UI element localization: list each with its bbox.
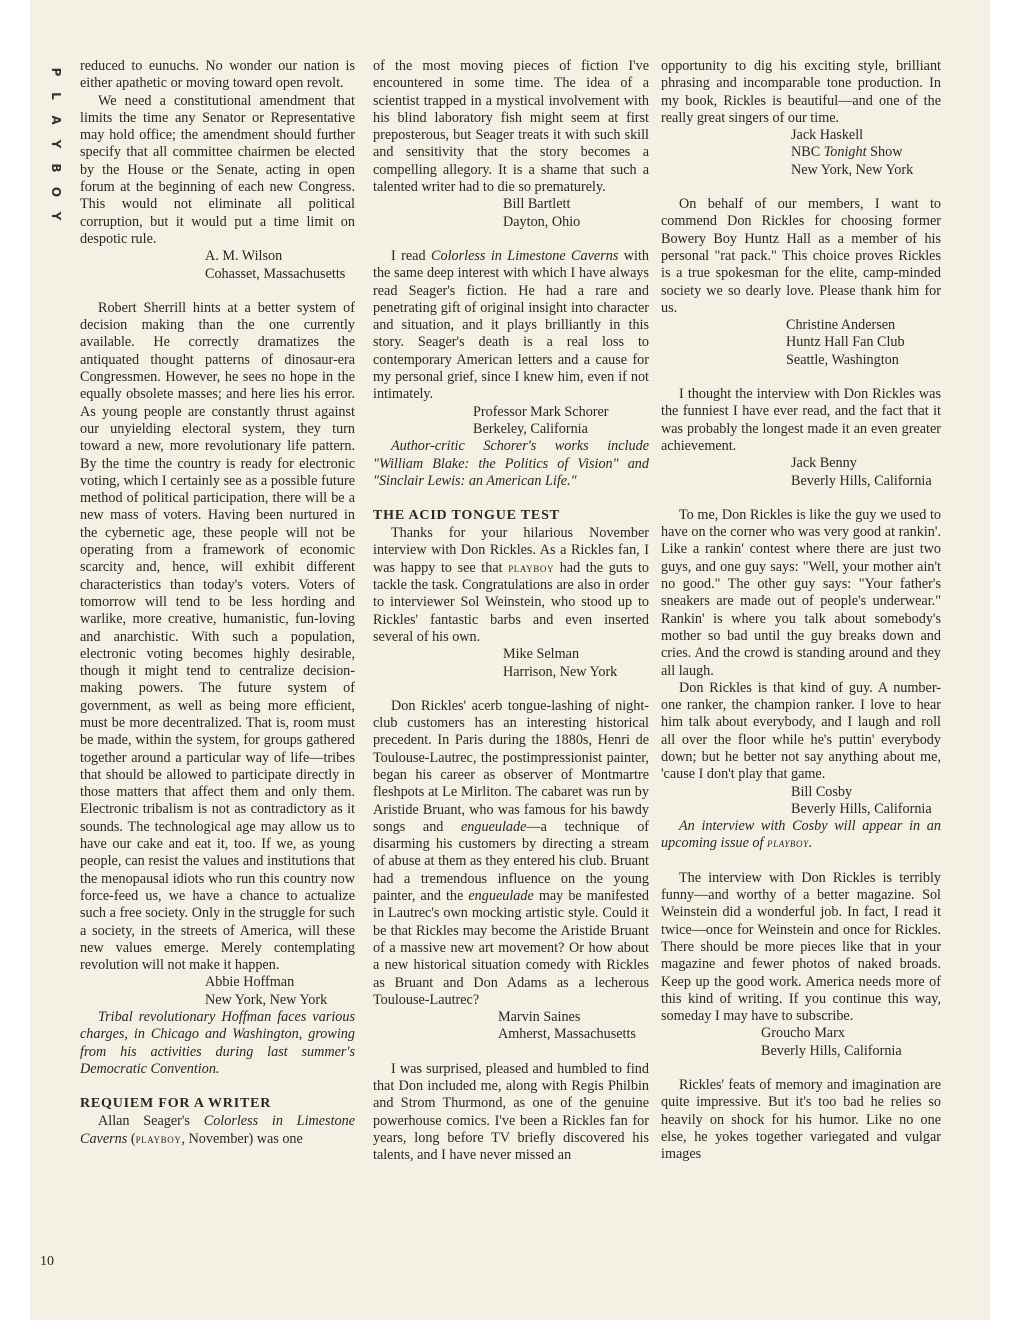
signature-name: Jack Haskell xyxy=(791,127,864,144)
magazine-name: playboy xyxy=(135,1131,182,1146)
letter-paragraph: Rickles' feats of memory and imagination are quite impressive. But it's too bad he relies so heavily on shock for his humor. Like no one else, he yokes together variegated and vulgar images xyxy=(661,1077,941,1163)
text-run: had the guts to tackle the task. Congratulations are also in order to interviewer Sol Weinstein, who stood up to Rickles' fantastic barbs and even inserted several of his own. xyxy=(373,559,649,645)
foreign-term: engueulade xyxy=(460,818,527,835)
masthead-letter: P xyxy=(49,67,63,77)
signature-name: Bill Bartlett xyxy=(503,196,571,213)
letter-paragraph xyxy=(373,248,649,404)
magazine-name: playboy xyxy=(508,560,555,575)
signature-place: Berkeley, California xyxy=(473,420,588,437)
text-run: with the same deep interest with which I have always read Seager's fiction. He had a rare and penetrating gift of original insight into character and situation, and it plays brilliantly in this story. Seager's death is a real loss to contemporary American letters and a cause for my personal grief, since I knew him, even if not intimately. xyxy=(373,247,650,403)
text-run: , November) was one xyxy=(181,1130,303,1147)
signature-name: A. M. Wilson xyxy=(205,248,283,265)
masthead-letter: B xyxy=(49,163,63,173)
signature-place: Seattle, Washington xyxy=(786,351,899,368)
story-title: Colorless in Limestone Caverns xyxy=(431,247,619,264)
foreign-term: engueulade xyxy=(468,888,534,905)
magazine-name: playboy xyxy=(767,836,809,851)
text-run: Show xyxy=(870,144,903,161)
signature-place: Beverly Hills, California xyxy=(791,472,932,489)
signature-name: Groucho Marx xyxy=(761,1025,845,1042)
masthead-letter: Y xyxy=(49,211,63,221)
signature-place: New York, New York xyxy=(791,161,914,178)
letter-paragraph: Don Rickles is that kind of guy. A number-one ranker, the champion ranker. I love to hear him talk about everybody, and I laugh and roll all over the floor while he's puttin' everybody down; but he better not say anything about me, 'cause I don't play that game. xyxy=(661,679,941,783)
signature-place: New York, New York xyxy=(205,991,328,1008)
signature-name: Christine Andersen xyxy=(786,317,896,334)
signature-name: Marvin Saines xyxy=(498,1009,581,1026)
editor-note: Author-critic Schorer's works include "William Blake: the Politics of Vision" and "Sinclair Lewis: an American Life." xyxy=(373,438,649,489)
signature-name: Mike Selman xyxy=(503,646,580,663)
column-1 xyxy=(80,58,355,1148)
signature-place: Cohasset, Massachusetts xyxy=(205,265,346,282)
text-run: may be manifested in Lautrec's own mocking artistic style. Could it be that Rickles may become the Aristide Bruant of a massive new art movement? Or how about a new historical situation comedy with Rickles as Bruant and Don Adams as a lecherous Toulouse-Lautrec? xyxy=(373,888,650,1008)
column-2 xyxy=(373,58,649,1165)
signature-place: Beverly Hills, California xyxy=(761,1042,902,1059)
editor-note: Tribal revolutionary Hoffman faces various charges, in Chicago and Washington, growing from his activities during last summer's Democratic Convention. xyxy=(80,1009,355,1077)
masthead xyxy=(48,60,64,228)
signature-place: Dayton, Ohio xyxy=(503,213,581,230)
magazine-page xyxy=(30,0,990,1320)
page-number: 10 xyxy=(40,1254,54,1269)
text-run: —a technique of disarming his customers by directing a stream of abuse at them as they entered his club. Bruant had a tremendous influence on the young painter, and the xyxy=(373,818,650,905)
masthead-letter: L xyxy=(49,92,63,100)
text-run: NBC xyxy=(791,144,821,161)
text-run: An interview with Cosby will appear in an upcoming issue of xyxy=(661,818,941,852)
letter-paragraph: To me, Don Rickles is like the guy we used to have on the corner who was very good at rankin'. Like a rankin' contest where there are just two guys, and one guy says: "Well, your mother ain't no good." The other guy says: "Your father's sneakers are made out of people's underwear." Rankin' is where you talk about somebody's mother so bad until the guy breaks down and cries. And the crowd is standing around and they all laugh. xyxy=(661,506,941,679)
story-title: Colorless in Limestone Caverns xyxy=(80,1113,356,1147)
letter-paragraph: Robert Sherrill hints at a better system of decision making than the one currently available. He correctly dramatizes the antiquated thought patterns of dinosaur-era Congressmen. However, he sees no hope in the equally obsolete masses; and here lies his error. As young people are constantly thrust against our unyielding electoral system, they turn toward a new, more revolutionary life pattern. By the time the country is ready for electronic voting, which I certainly see as a possible future method of political participation, there will be a new mass of voters. Having been nurtured in the cybernetic age, these people will not be operating from a framework of economic scarcity and, hence, will exhibit different characteristics than today's voters. Voters of tomorrow will tend to be less hording and warlike, more creative, humanistic, fun-loving and anarchistic. With such a population, electronic voting becomes highly desirable, though it might tend to centralize decision-making powers. The future system of government, as well as being more efficient, must be more decentralized. That is, room must be made, within the system, for groups gathered together around a particular way of life—tribes that should be allowed to participate directly in those matters that affect them and only them. Electronic tribalism is not as contradictory as it sounds. The technological age may allow us to have our cake and eat it, too. If we, as young people, can resist the values and institutions that the menopausal idiots who run this country now force-feed us, we have a chance to actualize such a free society. Only in the struggle for such a society, in the streets of America, will these new values emerge. Merely contemplating revolution will not make it happen. xyxy=(80,299,355,974)
letter-paragraph: On behalf of our members, I want to commend Don Rickles for choosing former Bowery Boy Huntz Hall as a member of his personal "rat pack." This choice proves Rickles is a true spokesman for the elite, camp-minded society we so dearly love. Please thank him for us. xyxy=(661,196,941,316)
letter-paragraph: of the most moving pieces of fiction I've encountered in some time. The idea of a scientist trapped in a mystical involvement with his blind laboratory fish might seem at first preposterous, but Seager treats it with such skill and sensitivity that the story becomes a compelling allegory. It is a shame that such a talented writer had to die so prematurely. xyxy=(373,58,649,196)
letter-paragraph xyxy=(373,698,649,1009)
signature-place: Beverly Hills, California xyxy=(791,800,932,817)
masthead-letter: Y xyxy=(49,139,63,149)
signature-place: Harrison, New York xyxy=(503,663,618,680)
letter-paragraph: reduced to eunuchs. No wonder our nation is either apathetic or moving toward open revolt. xyxy=(80,58,355,92)
letter-paragraph xyxy=(373,525,649,646)
column-3 xyxy=(661,58,941,1164)
text-run: . xyxy=(808,835,813,852)
masthead-letter: O xyxy=(49,186,63,198)
signature-name: Abbie Hoffman xyxy=(205,974,295,991)
letter-paragraph: Allan Seager's Colorless in Limestone Caverns (playboy, November) was one xyxy=(80,1113,356,1147)
text-run: Don Rickles' acerb tongue-lashing of night-club customers has an interesting historical precedent. In Paris during the 1880s, Henri de Toulouse-Lautrec, the postimpressionist painter, began his career as observer of Montmartre fleshpots at Le Mirliton. The cabaret was run by Aristide Bruant, who was famous for his bawdy songs and xyxy=(373,697,649,835)
letter-paragraph: I thought the interview with Don Rickles was the funniest I have ever read, and the fact that it was probably the longest made it an even greater achievement. xyxy=(661,386,941,454)
signature-affiliation: Huntz Hall Fan Club xyxy=(786,334,905,351)
show-title: Tonight xyxy=(823,144,867,161)
masthead-letter: A xyxy=(49,115,63,125)
letter-paragraph: opportunity to dig his exciting style, brilliant phrasing and incomparable tone production. In my book, Rickles is beautiful—and one of the really great singers of our time. xyxy=(661,58,941,126)
letter-paragraph: We need a constitutional amendment that limits the time any Senator or Representative may hold office; the amendment should further specify that all committee chairmen be elected by the House or the Senate, acting in open forum at the beginning of each new Congress. This would not eliminate all political corruption, but it would put a time limit on despotic rule. xyxy=(80,92,355,247)
signature-name: Jack Benny xyxy=(791,455,857,472)
signature-place: Amherst, Massachusetts xyxy=(498,1026,636,1043)
signature-name: Professor Mark Schorer xyxy=(473,403,609,420)
section-heading: REQUIEM FOR A WRITER xyxy=(80,1096,272,1112)
signature-name: Bill Cosby xyxy=(791,783,853,800)
letter-paragraph: I was surprised, pleased and humbled to find that Don included me, along with Regis Philbin and Strom Thurmond, as one of the genuine powerhouse comics. I've been a Rickles fan for years, long before TV briefly discovered his talents, and I have never missed an xyxy=(373,1060,649,1164)
text-run: I read xyxy=(391,247,426,264)
editor-note xyxy=(661,818,941,853)
text-run: Thanks for your hilarious November interview with Don Rickles. As a Rickles fan, I was happy to see that xyxy=(373,525,649,576)
text-run: Allan Seager's xyxy=(98,1113,190,1130)
signature-affiliation xyxy=(661,144,941,161)
letter-paragraph: The interview with Don Rickles is terribly funny—and worthy of a better magazine. Sol Weinstein did a wonderful job. In fact, I read it twice—once for Weinstein and once for Rickles. There should be more pieces like that in your magazine and fewer photos of naked broads. Keep up the good work. America needs more of this kind of writing. If you continue this way, someday I may have to subscribe. xyxy=(661,869,941,1025)
section-heading: THE ACID TONGUE TEST xyxy=(373,508,560,524)
